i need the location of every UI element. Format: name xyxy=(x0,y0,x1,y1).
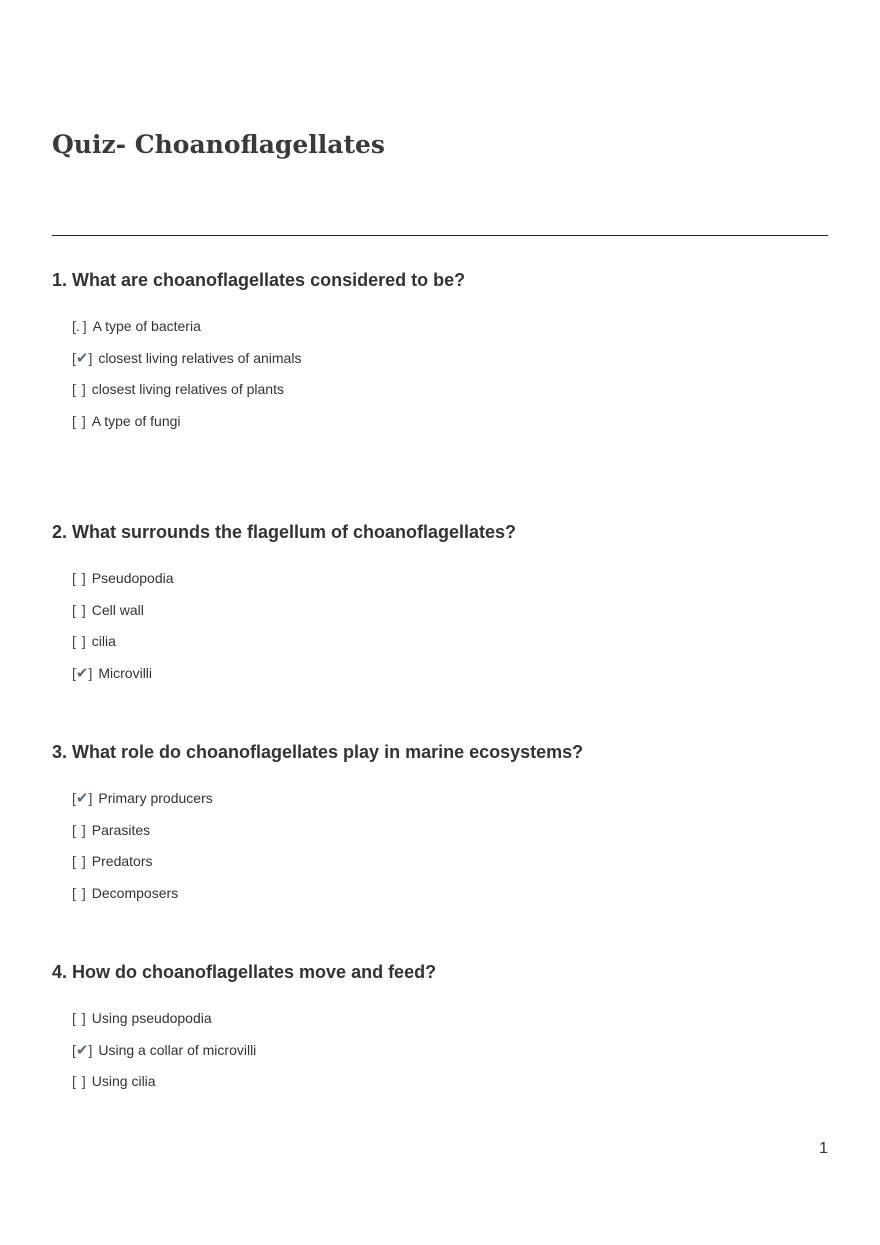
option-label: cilia xyxy=(91,633,116,650)
checkmark-icon: ✔ xyxy=(75,349,89,367)
option-item[interactable] xyxy=(72,317,832,335)
page-number: 1 xyxy=(819,1140,828,1157)
option-label: Predators xyxy=(91,853,153,870)
checkbox[interactable]: [ ] xyxy=(72,633,86,650)
option-item[interactable] xyxy=(72,664,832,682)
checkbox[interactable]: [ ] xyxy=(72,821,86,838)
checkbox[interactable]: [ ] xyxy=(72,1010,86,1026)
option-item[interactable] xyxy=(72,601,832,619)
option-label: closest living relatives of animals xyxy=(98,349,302,366)
option-list xyxy=(72,789,832,902)
option-item[interactable] xyxy=(72,852,832,870)
option-item[interactable] xyxy=(72,821,832,839)
option-label: Using cilia xyxy=(91,1073,156,1090)
option-label: A type of fungi xyxy=(91,413,181,430)
option-label: Using pseudopodia xyxy=(91,1010,212,1026)
option-item[interactable] xyxy=(72,789,832,807)
checkbox[interactable]: [✔] xyxy=(72,665,93,683)
checkmark-icon: ✔ xyxy=(75,790,89,807)
question-3 xyxy=(52,741,832,916)
question-title: 3. What role do choanoflagellates play in marine ecosystems? xyxy=(52,742,584,762)
option-list xyxy=(72,569,832,682)
checkbox[interactable]: [ ] xyxy=(72,601,86,618)
checkbox[interactable]: [ ] xyxy=(72,885,86,902)
option-label: Cell wall xyxy=(91,601,144,618)
option-list xyxy=(72,1009,832,1090)
quiz-title: Quiz- Choanoflagellates xyxy=(52,130,386,159)
option-label: Primary producers xyxy=(98,790,213,806)
checkbox[interactable]: [✔] xyxy=(72,1041,93,1059)
checkbox[interactable]: [ ] xyxy=(72,1073,86,1090)
option-label: Pseudopodia xyxy=(91,570,174,586)
question-2 xyxy=(52,521,832,696)
question-title: 1. What are choanoflagellates considered to be? xyxy=(52,270,466,290)
option-label: closest living relatives of plants xyxy=(91,381,284,398)
option-item[interactable] xyxy=(72,632,832,650)
checkbox[interactable]: [ ] xyxy=(72,853,86,870)
option-label: Using a collar of microvilli xyxy=(98,1041,257,1058)
option-item[interactable] xyxy=(72,884,832,902)
checkbox[interactable]: [ ] xyxy=(72,413,86,430)
option-item[interactable] xyxy=(72,412,832,430)
checkmark-icon: ✔ xyxy=(75,665,89,683)
option-label: Parasites xyxy=(91,821,151,838)
checkbox[interactable]: [✔] xyxy=(72,790,93,807)
option-item[interactable] xyxy=(72,349,832,367)
question-title: 2. What surrounds the flagellum of choanoflagellates? xyxy=(52,522,517,542)
checkbox[interactable]: [✔] xyxy=(72,349,93,367)
option-item[interactable] xyxy=(72,569,832,587)
checkbox[interactable]: [ ] xyxy=(72,570,86,586)
option-item[interactable] xyxy=(72,380,832,398)
option-label: Decomposers xyxy=(91,885,179,902)
option-label: A type of bacteria xyxy=(92,318,201,334)
option-item[interactable] xyxy=(72,1041,832,1059)
checkmark-icon: ✔ xyxy=(75,1041,89,1059)
checkbox[interactable]: [. ] xyxy=(72,318,87,334)
question-1 xyxy=(52,269,832,444)
question-title: 4. How do choanoflagellates move and feed? xyxy=(52,962,437,982)
option-label: Microvilli xyxy=(98,665,153,682)
option-list xyxy=(72,317,832,430)
question-4 xyxy=(52,961,832,1104)
option-item[interactable] xyxy=(72,1009,832,1027)
checkbox[interactable]: [ ] xyxy=(72,381,86,398)
option-item[interactable] xyxy=(72,1072,832,1090)
title-divider xyxy=(52,235,828,236)
